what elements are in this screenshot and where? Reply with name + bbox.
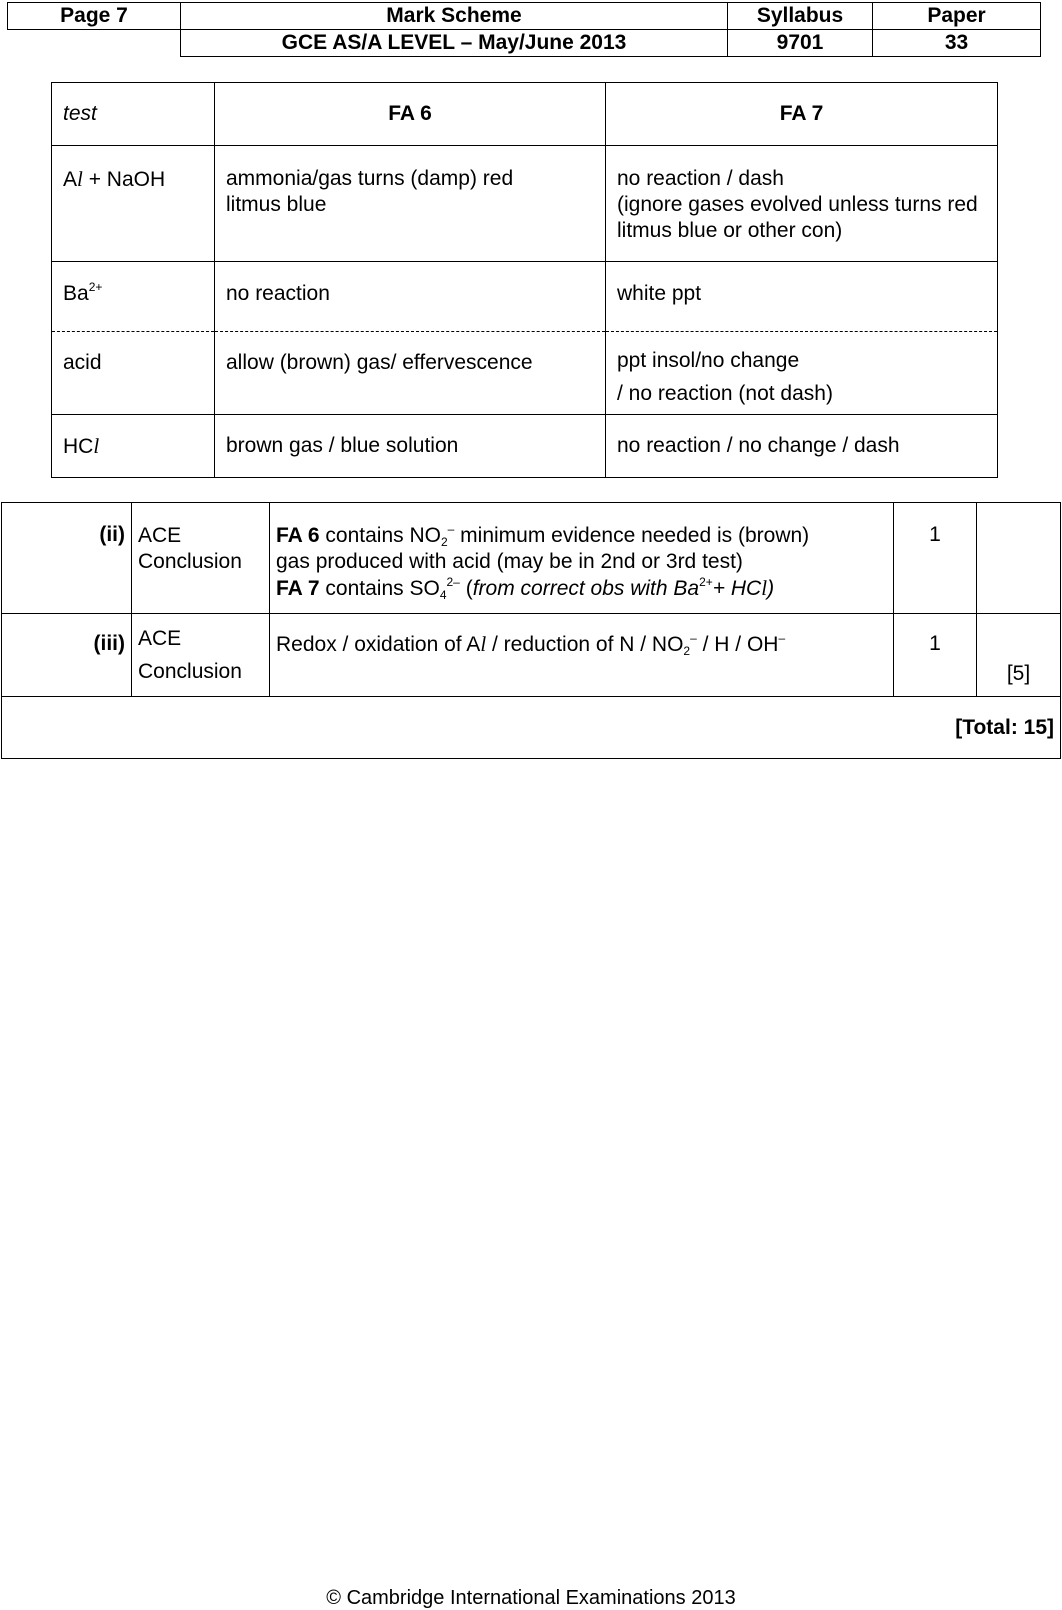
fa7-cell: ppt insol/no change / no reaction (not dash) <box>606 332 998 415</box>
row-al-naoh <box>52 146 998 262</box>
fa7-cell: white ppt <box>606 262 998 332</box>
col-fa6-heading: FA 6 <box>215 83 606 146</box>
header-table <box>7 2 1041 57</box>
fa6-cell: no reaction <box>215 262 606 332</box>
subtotal-cell: [5] <box>977 614 1061 697</box>
exam-session: GCE AS/A LEVEL – May/June 2013 <box>181 30 728 57</box>
test-cell: Al + NaOH <box>52 146 215 262</box>
answer-cell: Redox / oxidation of Al / reduction of N / $NO_2^-$ / H / OH– <box>270 614 894 697</box>
row-hcl <box>52 415 998 478</box>
subtotal-cell <box>977 503 1061 614</box>
row-acid <box>52 332 998 415</box>
mark-row-iii <box>2 614 1061 697</box>
paper-label: Paper <box>873 3 1041 30</box>
test-cell: acid <box>52 332 215 415</box>
mark-table <box>1 502 1061 759</box>
fa6-cell: ammonia/gas turns (damp) red litmus blue <box>215 146 606 262</box>
test-cell: $Ba^{2+}$ <box>52 262 215 332</box>
fa6-cell: brown gas / blue solution <box>215 415 606 478</box>
grand-total: [Total: 15] <box>2 697 1061 759</box>
fa7-cell: no reaction / no change / dash <box>606 415 998 478</box>
mark-cell: 1 <box>894 614 977 697</box>
part-label: (iii) <box>2 614 132 697</box>
skill-cell: ACE Conclusion <box>132 614 270 697</box>
mark-row-ii <box>2 503 1061 614</box>
syllabus-code: 9701 <box>728 30 873 57</box>
syllabus-label: Syllabus <box>728 3 873 30</box>
doc-title: Mark Scheme <box>181 3 728 30</box>
answer-cell: FA 6 contains $NO_2^-$ minimum evidence needed is (brown) gas produced with acid (may be in 2nd or 3rd test) FA 7 contains $SO_4^{2-}$ (from correct obs with $Ba^{2+}+ HCl$) <box>270 503 894 614</box>
page-label: Page 7 <box>8 3 181 30</box>
fa6-cell: allow (brown) gas/ effervescence <box>215 332 606 415</box>
paper-number: 33 <box>873 30 1041 57</box>
skill-cell: ACE Conclusion <box>132 503 270 614</box>
part-label: (ii) <box>2 503 132 614</box>
results-table <box>51 82 998 478</box>
row-barium <box>52 262 998 332</box>
copyright-footer: © Cambridge International Examinations 2013 <box>326 1587 736 1609</box>
col-fa7-heading: FA 7 <box>606 83 998 146</box>
fa7-cell: no reaction / dash (ignore gases evolved unless turns red litmus blue or other con) <box>606 146 998 262</box>
col-test-heading: test <box>52 83 215 146</box>
header-empty-cell <box>8 30 181 57</box>
mark-cell: 1 <box>894 503 977 614</box>
test-cell: HCl <box>52 415 215 478</box>
